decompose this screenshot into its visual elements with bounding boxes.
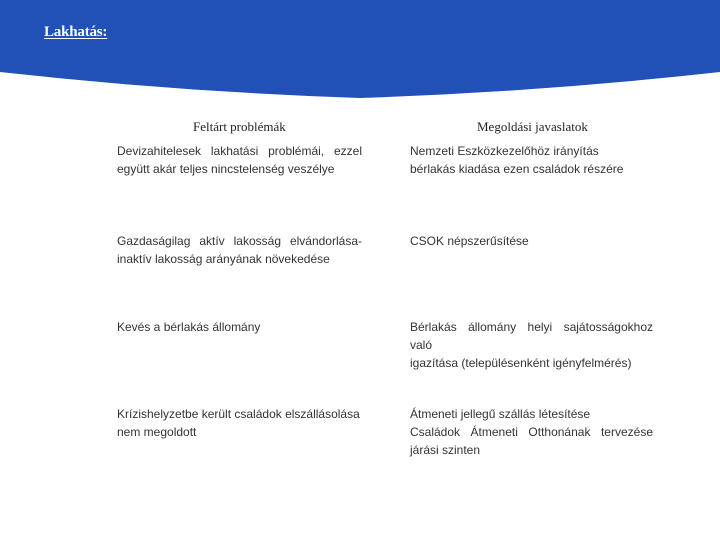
- problem-line: Krízishelyzetbe került családok elszállásolása: [117, 407, 360, 421]
- solution-line: Bérlakás állomány helyi sajátosságokhoz való: [410, 320, 653, 352]
- problem-line: Gazdaságilag aktív lakosság elvándorlása-: [117, 234, 362, 248]
- solution-line: Nemzeti Eszközkezelőhöz irányítás: [410, 144, 599, 158]
- solution-line: igazítása (településenként igényfelmérés): [410, 356, 632, 370]
- problem-line: együtt akár teljes nincstelenség veszélye: [117, 162, 335, 176]
- solution-cell-1: [410, 142, 653, 178]
- solution-line: bérlakás kiadása ezen családok részére: [410, 162, 624, 176]
- banner-wave-shape: [0, 0, 720, 100]
- problem-line: nem megoldott: [117, 425, 197, 439]
- solution-line: CSOK népszerűsítése: [410, 234, 529, 248]
- solution-line: Családok Átmeneti Otthonának tervezése: [410, 425, 653, 439]
- solution-cell-2: [410, 232, 653, 250]
- problem-line: inaktív lakosság arányának növekedése: [117, 252, 330, 266]
- problem-cell-1: [117, 142, 362, 178]
- solution-cell-3: [410, 318, 653, 372]
- solution-line: Átmeneti jellegű szállás létesítése: [410, 407, 591, 421]
- problem-cell-3: [117, 318, 362, 336]
- solution-cell-4: [410, 405, 653, 459]
- column-header-problems: Feltárt problémák: [193, 119, 286, 134]
- problem-cell-2: [117, 232, 362, 268]
- problem-line: Devizahitelesek lakhatási problémái, ezzel: [117, 144, 362, 158]
- solution-line: járási szinten: [410, 443, 481, 457]
- header-banner: [0, 0, 720, 100]
- problem-line: Kevés a bérlakás állomány: [117, 320, 261, 334]
- slide-title: Lakhatás:: [44, 24, 108, 40]
- problem-cell-4: [117, 405, 362, 441]
- column-header-solutions: Megoldási javaslatok: [477, 119, 588, 134]
